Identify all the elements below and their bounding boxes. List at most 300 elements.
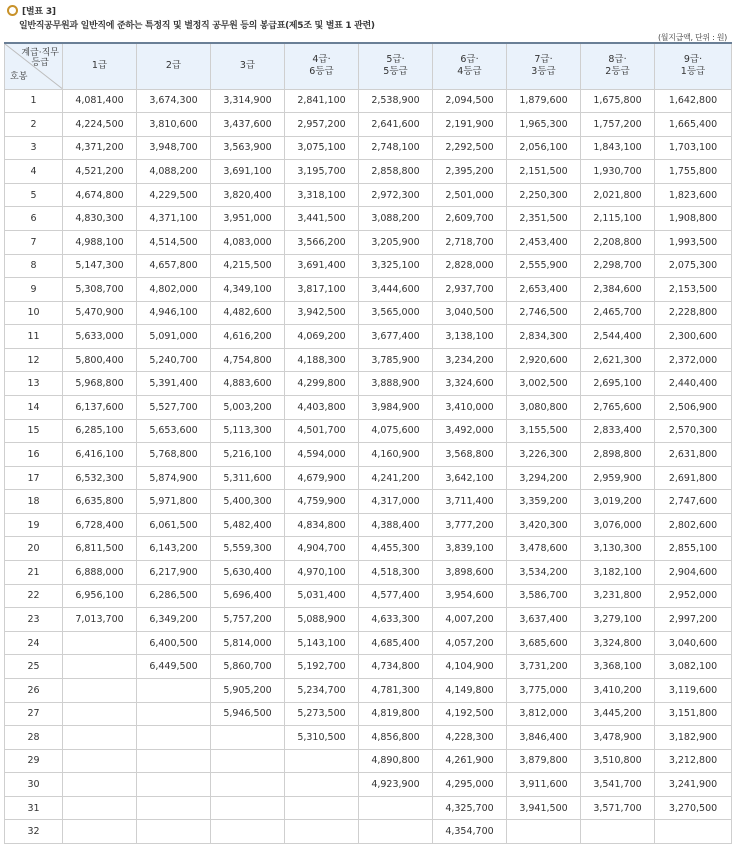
salary-cell: 4,946,100 <box>137 301 211 325</box>
corner-top-line1: 계급·직무 <box>21 48 59 58</box>
table-row <box>5 537 732 561</box>
salary-cell <box>211 726 285 750</box>
salary-cell: 6,286,500 <box>137 584 211 608</box>
salary-cell: 3,359,200 <box>507 490 581 514</box>
salary-cell: 2,748,100 <box>359 136 433 160</box>
salary-cell: 2,151,500 <box>507 160 581 184</box>
salary-cell: 2,621,300 <box>581 348 655 372</box>
salary-cell: 3,942,500 <box>285 301 359 325</box>
unit-note: (월지급액, 단위 : 원) <box>657 33 727 42</box>
salary-cell: 5,091,000 <box>137 325 211 349</box>
salary-cell: 3,731,200 <box>507 655 581 679</box>
salary-cell: 6,888,000 <box>63 561 137 585</box>
salary-cell <box>137 820 211 844</box>
salary-cell: 3,324,600 <box>433 372 507 396</box>
step-cell: 24 <box>5 631 63 655</box>
step-cell: 15 <box>5 419 63 443</box>
salary-cell: 1,703,100 <box>655 136 732 160</box>
salary-cell: 2,841,100 <box>285 89 359 113</box>
salary-cell: 4,354,700 <box>433 820 507 844</box>
column-header-line2: 1등급 <box>680 66 706 78</box>
salary-cell: 5,527,700 <box>137 396 211 420</box>
salary-cell: 4,734,800 <box>359 655 433 679</box>
salary-cell: 5,968,800 <box>63 372 137 396</box>
salary-cell: 2,858,800 <box>359 160 433 184</box>
salary-cell: 2,094,500 <box>433 89 507 113</box>
salary-cell: 3,444,600 <box>359 278 433 302</box>
salary-cell: 3,691,400 <box>285 254 359 278</box>
salary-cell: 5,470,900 <box>63 301 137 325</box>
step-cell: 18 <box>5 490 63 514</box>
salary-cell <box>63 678 137 702</box>
salary-cell: 1,823,600 <box>655 183 732 207</box>
salary-cell: 3,984,900 <box>359 396 433 420</box>
salary-cell: 3,151,800 <box>655 702 732 726</box>
salary-cell: 2,802,600 <box>655 513 732 537</box>
step-cell: 22 <box>5 584 63 608</box>
salary-cell: 1,908,800 <box>655 207 732 231</box>
salary-cell: 7,013,700 <box>63 608 137 632</box>
salary-cell: 1,843,100 <box>581 136 655 160</box>
salary-cell: 3,410,200 <box>581 678 655 702</box>
column-header-1 <box>63 43 137 89</box>
column-header-8 <box>581 43 655 89</box>
salary-cell: 3,182,100 <box>581 561 655 585</box>
salary-cell: 3,318,100 <box>285 183 359 207</box>
salary-cell: 3,270,500 <box>655 796 732 820</box>
salary-cell: 4,781,300 <box>359 678 433 702</box>
salary-cell: 2,021,800 <box>581 183 655 207</box>
salary-cell: 3,212,800 <box>655 749 732 773</box>
salary-cell: 6,811,500 <box>63 537 137 561</box>
salary-cell: 3,948,700 <box>137 136 211 160</box>
corner-top-label <box>21 48 59 68</box>
salary-cell: 4,160,900 <box>359 443 433 467</box>
salary-cell: 2,555,900 <box>507 254 581 278</box>
salary-cell <box>137 796 211 820</box>
salary-cell <box>137 678 211 702</box>
salary-cell: 4,455,300 <box>359 537 433 561</box>
salary-cell: 3,420,300 <box>507 513 581 537</box>
salary-cell: 2,465,700 <box>581 301 655 325</box>
salary-cell: 3,941,500 <box>507 796 581 820</box>
salary-cell: 2,440,400 <box>655 372 732 396</box>
salary-cell: 4,261,900 <box>433 749 507 773</box>
salary-cell: 2,395,200 <box>433 160 507 184</box>
document-header <box>6 4 731 42</box>
salary-cell <box>63 655 137 679</box>
table-row <box>5 325 732 349</box>
column-header-line1: 6급· <box>460 54 479 66</box>
salary-cell: 4,149,800 <box>433 678 507 702</box>
salary-cell: 3,478,600 <box>507 537 581 561</box>
salary-cell: 3,441,500 <box>285 207 359 231</box>
salary-cell: 3,888,900 <box>359 372 433 396</box>
table-row <box>5 796 732 820</box>
salary-cell: 3,839,100 <box>433 537 507 561</box>
table-row <box>5 396 732 420</box>
salary-cell: 4,325,700 <box>433 796 507 820</box>
salary-cell: 4,371,200 <box>63 136 137 160</box>
salary-cell: 4,192,500 <box>433 702 507 726</box>
table-row <box>5 278 732 302</box>
table-header <box>5 43 732 89</box>
column-header-5 <box>359 43 433 89</box>
salary-cell: 1,642,800 <box>655 89 732 113</box>
salary-cell: 5,031,400 <box>285 584 359 608</box>
step-cell: 3 <box>5 136 63 160</box>
salary-cell: 3,820,400 <box>211 183 285 207</box>
column-header-line1: 3급 <box>239 60 256 72</box>
column-header-3 <box>211 43 285 89</box>
salary-cell: 5,814,000 <box>211 631 285 655</box>
salary-cell: 3,119,600 <box>655 678 732 702</box>
step-cell: 9 <box>5 278 63 302</box>
salary-cell: 3,325,100 <box>359 254 433 278</box>
salary-cell: 3,685,600 <box>507 631 581 655</box>
salary-cell: 4,229,500 <box>137 183 211 207</box>
salary-cell <box>137 702 211 726</box>
salary-cell <box>211 796 285 820</box>
salary-cell: 4,802,000 <box>137 278 211 302</box>
step-cell: 14 <box>5 396 63 420</box>
table-row <box>5 183 732 207</box>
salary-cell: 5,946,500 <box>211 702 285 726</box>
salary-cell: 3,234,200 <box>433 348 507 372</box>
table-row <box>5 301 732 325</box>
salary-cell: 3,314,900 <box>211 89 285 113</box>
salary-cell: 5,088,900 <box>285 608 359 632</box>
salary-cell <box>63 796 137 820</box>
salary-cell: 5,147,300 <box>63 254 137 278</box>
salary-cell: 2,609,700 <box>433 207 507 231</box>
salary-cell: 4,970,100 <box>285 561 359 585</box>
salary-cell: 4,923,900 <box>359 773 433 797</box>
table-row <box>5 254 732 278</box>
salary-cell: 4,685,400 <box>359 631 433 655</box>
salary-cell: 3,566,200 <box>285 230 359 254</box>
step-cell: 21 <box>5 561 63 585</box>
column-header-line1: 8급· <box>608 54 627 66</box>
step-cell: 6 <box>5 207 63 231</box>
salary-cell: 6,061,500 <box>137 513 211 537</box>
table-row <box>5 443 732 467</box>
table-row <box>5 561 732 585</box>
step-cell: 12 <box>5 348 63 372</box>
salary-cell: 3,294,200 <box>507 466 581 490</box>
step-cell: 8 <box>5 254 63 278</box>
step-cell: 20 <box>5 537 63 561</box>
salary-cell: 4,501,700 <box>285 419 359 443</box>
step-cell: 11 <box>5 325 63 349</box>
salary-cell: 4,088,200 <box>137 160 211 184</box>
header-row <box>5 43 732 89</box>
step-cell: 26 <box>5 678 63 702</box>
salary-cell: 3,510,800 <box>581 749 655 773</box>
column-header-line2: 5등급 <box>383 66 408 78</box>
salary-cell: 2,208,800 <box>581 230 655 254</box>
step-cell: 7 <box>5 230 63 254</box>
step-cell: 30 <box>5 773 63 797</box>
column-header-line2: 4등급 <box>457 66 482 78</box>
salary-cell: 3,138,100 <box>433 325 507 349</box>
salary-cell: 2,292,500 <box>433 136 507 160</box>
salary-table <box>4 42 732 844</box>
salary-cell: 2,631,800 <box>655 443 732 467</box>
salary-cell: 2,250,300 <box>507 183 581 207</box>
step-cell: 32 <box>5 820 63 844</box>
salary-cell: 2,904,600 <box>655 561 732 585</box>
salary-cell: 4,834,800 <box>285 513 359 537</box>
salary-cell: 2,191,900 <box>433 113 507 137</box>
salary-cell: 3,492,000 <box>433 419 507 443</box>
salary-cell: 5,630,400 <box>211 561 285 585</box>
salary-cell <box>63 773 137 797</box>
salary-cell: 3,571,700 <box>581 796 655 820</box>
salary-cell: 4,349,100 <box>211 278 285 302</box>
salary-cell: 3,478,900 <box>581 726 655 750</box>
table-row <box>5 513 732 537</box>
salary-cell: 4,594,000 <box>285 443 359 467</box>
salary-cell: 3,777,200 <box>433 513 507 537</box>
salary-cell: 5,696,400 <box>211 584 285 608</box>
salary-cell: 3,785,900 <box>359 348 433 372</box>
table-row <box>5 678 732 702</box>
table-row <box>5 113 732 137</box>
salary-cell: 6,416,100 <box>63 443 137 467</box>
salary-cell: 4,856,800 <box>359 726 433 750</box>
salary-cell: 2,828,000 <box>433 254 507 278</box>
salary-cell: 3,817,100 <box>285 278 359 302</box>
salary-cell <box>285 820 359 844</box>
salary-cell: 2,641,600 <box>359 113 433 137</box>
salary-cell: 6,532,300 <box>63 466 137 490</box>
salary-cell: 5,653,600 <box>137 419 211 443</box>
salary-cell: 5,633,000 <box>63 325 137 349</box>
salary-cell: 3,076,000 <box>581 513 655 537</box>
salary-cell: 3,898,600 <box>433 561 507 585</box>
salary-cell: 1,965,300 <box>507 113 581 137</box>
salary-cell: 3,226,300 <box>507 443 581 467</box>
salary-cell <box>359 796 433 820</box>
salary-cell: 1,755,800 <box>655 160 732 184</box>
table-row <box>5 490 732 514</box>
salary-cell: 3,195,700 <box>285 160 359 184</box>
salary-cell: 2,957,200 <box>285 113 359 137</box>
salary-cell: 3,241,900 <box>655 773 732 797</box>
column-header-9 <box>655 43 732 89</box>
salary-cell <box>137 726 211 750</box>
salary-cell <box>285 796 359 820</box>
column-header-4 <box>285 43 359 89</box>
salary-cell: 2,997,200 <box>655 608 732 632</box>
salary-cell: 6,728,400 <box>63 513 137 537</box>
salary-cell: 2,653,400 <box>507 278 581 302</box>
table-row <box>5 608 732 632</box>
salary-cell: 4,657,800 <box>137 254 211 278</box>
salary-cell: 2,228,800 <box>655 301 732 325</box>
salary-cell: 3,812,000 <box>507 702 581 726</box>
table-row <box>5 655 732 679</box>
salary-cell: 5,308,700 <box>63 278 137 302</box>
step-cell: 23 <box>5 608 63 632</box>
salary-cell <box>63 726 137 750</box>
salary-cell: 4,759,900 <box>285 490 359 514</box>
table-row <box>5 136 732 160</box>
salary-cell: 4,224,500 <box>63 113 137 137</box>
salary-cell: 2,746,500 <box>507 301 581 325</box>
salary-cell: 3,775,000 <box>507 678 581 702</box>
salary-cell: 5,400,300 <box>211 490 285 514</box>
salary-cell: 2,747,600 <box>655 490 732 514</box>
salary-cell: 2,695,100 <box>581 372 655 396</box>
salary-cell: 3,637,400 <box>507 608 581 632</box>
salary-cell: 3,040,600 <box>655 631 732 655</box>
salary-cell: 3,563,900 <box>211 136 285 160</box>
salary-cell: 6,285,100 <box>63 419 137 443</box>
table-row <box>5 584 732 608</box>
salary-cell <box>63 631 137 655</box>
salary-cell: 4,295,000 <box>433 773 507 797</box>
step-cell: 31 <box>5 796 63 820</box>
salary-cell: 6,635,800 <box>63 490 137 514</box>
salary-cell: 4,819,800 <box>359 702 433 726</box>
salary-cell: 4,069,200 <box>285 325 359 349</box>
salary-cell <box>359 820 433 844</box>
salary-cell: 3,677,400 <box>359 325 433 349</box>
column-header-line1: 9급· <box>683 54 703 66</box>
salary-cell: 4,388,400 <box>359 513 433 537</box>
salary-cell: 3,130,300 <box>581 537 655 561</box>
salary-cell <box>581 820 655 844</box>
salary-cell: 2,855,100 <box>655 537 732 561</box>
salary-cell: 3,951,000 <box>211 207 285 231</box>
step-cell: 16 <box>5 443 63 467</box>
table-row <box>5 419 732 443</box>
salary-cell: 1,675,800 <box>581 89 655 113</box>
salary-cell: 5,391,400 <box>137 372 211 396</box>
step-cell: 1 <box>5 89 63 113</box>
salary-cell: 3,568,800 <box>433 443 507 467</box>
salary-cell: 6,137,600 <box>63 396 137 420</box>
salary-cell: 3,810,600 <box>137 113 211 137</box>
salary-cell: 6,449,500 <box>137 655 211 679</box>
salary-cell: 2,952,000 <box>655 584 732 608</box>
salary-cell: 2,056,100 <box>507 136 581 160</box>
table-row <box>5 207 732 231</box>
table-row <box>5 348 732 372</box>
salary-cell: 5,905,200 <box>211 678 285 702</box>
salary-cell: 2,833,400 <box>581 419 655 443</box>
salary-cell: 5,143,100 <box>285 631 359 655</box>
salary-cell: 4,104,900 <box>433 655 507 679</box>
salary-cell: 4,518,300 <box>359 561 433 585</box>
salary-cell: 2,834,300 <box>507 325 581 349</box>
salary-cell: 4,577,400 <box>359 584 433 608</box>
salary-cell: 3,205,900 <box>359 230 433 254</box>
salary-cell: 4,482,600 <box>211 301 285 325</box>
salary-cell: 2,959,900 <box>581 466 655 490</box>
table-row <box>5 89 732 113</box>
salary-cell: 2,691,800 <box>655 466 732 490</box>
salary-cell: 3,231,800 <box>581 584 655 608</box>
salary-cell: 3,182,900 <box>655 726 732 750</box>
salary-cell: 2,501,000 <box>433 183 507 207</box>
table-row <box>5 749 732 773</box>
salary-cell: 4,228,300 <box>433 726 507 750</box>
column-header-line1: 1급 <box>91 60 108 72</box>
salary-cell: 4,371,100 <box>137 207 211 231</box>
salary-cell: 3,534,200 <box>507 561 581 585</box>
salary-cell: 4,403,800 <box>285 396 359 420</box>
salary-cell: 4,299,800 <box>285 372 359 396</box>
salary-cell <box>655 820 732 844</box>
salary-cell: 2,300,600 <box>655 325 732 349</box>
salary-cell <box>63 749 137 773</box>
salary-cell: 4,616,200 <box>211 325 285 349</box>
salary-cell: 1,993,500 <box>655 230 732 254</box>
salary-cell: 2,453,400 <box>507 230 581 254</box>
step-cell: 25 <box>5 655 63 679</box>
salary-cell <box>507 820 581 844</box>
salary-cell: 4,883,600 <box>211 372 285 396</box>
salary-cell: 3,445,200 <box>581 702 655 726</box>
salary-cell: 2,538,900 <box>359 89 433 113</box>
salary-cell: 4,674,800 <box>63 183 137 207</box>
salary-cell: 5,860,700 <box>211 655 285 679</box>
salary-cell: 5,240,700 <box>137 348 211 372</box>
salary-cell <box>137 773 211 797</box>
salary-cell: 2,372,000 <box>655 348 732 372</box>
salary-cell: 5,482,400 <box>211 513 285 537</box>
step-cell: 29 <box>5 749 63 773</box>
salary-cell: 2,765,600 <box>581 396 655 420</box>
column-header-line1: 2급 <box>165 60 182 72</box>
salary-cell: 3,911,600 <box>507 773 581 797</box>
salary-cell: 3,846,400 <box>507 726 581 750</box>
salary-cell: 4,317,000 <box>359 490 433 514</box>
salary-cell: 2,898,800 <box>581 443 655 467</box>
salary-cell <box>211 820 285 844</box>
salary-cell: 3,368,100 <box>581 655 655 679</box>
salary-cell <box>285 749 359 773</box>
salary-cell: 5,234,700 <box>285 678 359 702</box>
salary-cell: 6,143,200 <box>137 537 211 561</box>
table-row <box>5 773 732 797</box>
salary-cell: 3,879,800 <box>507 749 581 773</box>
salary-cell: 6,956,100 <box>63 584 137 608</box>
salary-cell: 3,324,800 <box>581 631 655 655</box>
salary-cell: 5,800,400 <box>63 348 137 372</box>
salary-cell: 2,298,700 <box>581 254 655 278</box>
step-cell: 17 <box>5 466 63 490</box>
salary-cell <box>63 820 137 844</box>
table-row <box>5 702 732 726</box>
table-row <box>5 820 732 844</box>
salary-cell: 4,057,200 <box>433 631 507 655</box>
salary-cell: 3,711,400 <box>433 490 507 514</box>
salary-cell: 2,570,300 <box>655 419 732 443</box>
step-cell: 4 <box>5 160 63 184</box>
salary-cell <box>211 749 285 773</box>
salary-cell: 4,890,800 <box>359 749 433 773</box>
salary-cell: 3,088,200 <box>359 207 433 231</box>
salary-cell: 3,019,200 <box>581 490 655 514</box>
salary-cell: 3,691,100 <box>211 160 285 184</box>
step-cell: 5 <box>5 183 63 207</box>
column-header-line2: 2등급 <box>605 66 630 78</box>
label-row <box>6 4 731 17</box>
